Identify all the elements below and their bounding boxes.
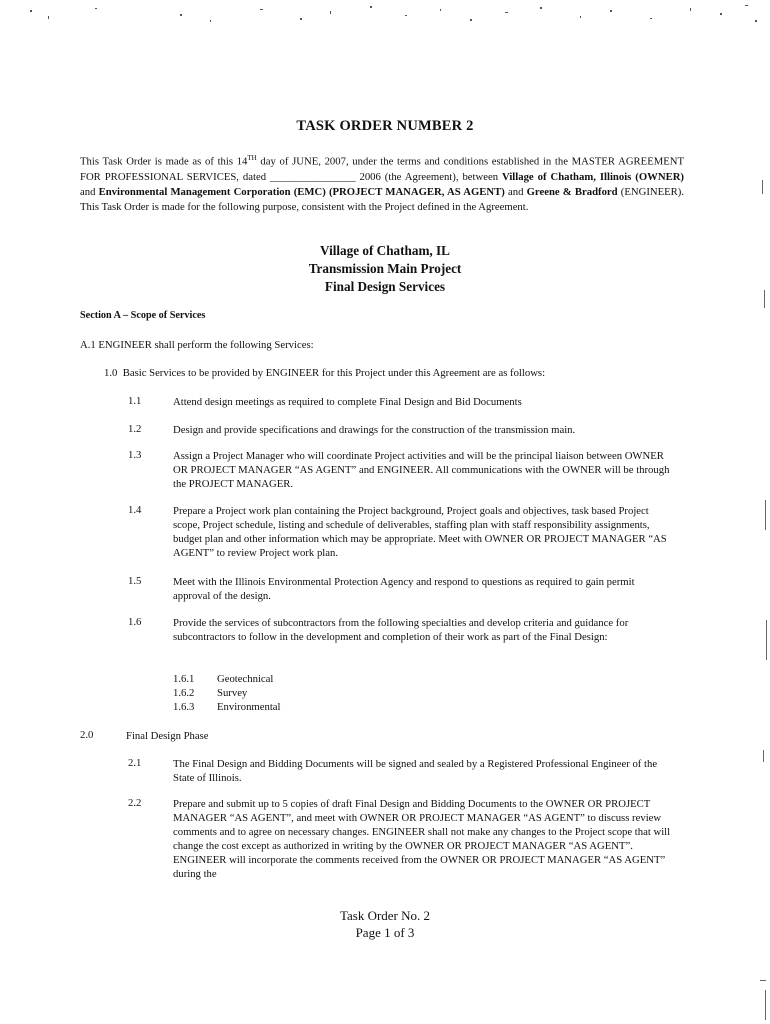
item-text: Prepare and submit up to 5 copies of draft Final Design and Bidding Documents to the OWNER OR PROJECT MANAGER “AS AGENT”, and meet with OWNER OR PROJECT MANAGER “AS AGENT” to discuss review comments and to agree on necessary changes. ENGINEER shall not make any changes to the Project scope that will change the cost except as authorized in writing by the OWNER OR PROJECT MANAGER “AS AGENT”. ENGINEER will incorporate the comments received from the OWNER OR PROJECT MANAGER “AS AGENT” during the: [173, 798, 671, 880]
item-number: 1.3: [128, 449, 142, 461]
project-heading-line2: Transmission Main Project: [308, 261, 462, 276]
item-text: Prepare a Project work plan containing the Project background, Project goals and objectives, task based Project scope, Project schedule, listing and schedule of deliverables, staffing plan with staff responsibility assignments, budget plan and other information which may be appropriate. Meet with OWNER OR PROJECT MANAGER “AS AGENT” to review Project work plan.: [173, 505, 667, 559]
clause-1-0: 1.0 Basic Services to be provided by ENGINEER for this Project under this Agreement are as follows:: [104, 367, 546, 379]
phase-number: 2.0: [80, 729, 94, 741]
item-text: Assign a Project Manager who will coordinate Project activities and will be the principal liaison between OWNER OR PROJECT MANAGER “AS AGENT” and ENGINEER. All communications with the OWNER will be through the PROJECT MANAGER.: [173, 450, 670, 490]
item-number: 1.5: [128, 575, 142, 587]
item-text: Attend design meetings as required to complete Final Design and Bid Documents: [173, 396, 522, 408]
clause-a1: A.1 ENGINEER shall perform the following Services:: [80, 339, 314, 351]
sub-item: 1.6.2 Survey: [173, 687, 248, 699]
item-text: Provide the services of subcontractors from the following specialties and develop criteria and guidance for subcontractors to follow in the development and completion of their work as part of the Final Design:: [173, 617, 629, 643]
project-heading-line1: Village of Chatham, IL: [320, 243, 450, 258]
item-text: Meet with the Illinois Environmental Protection Agency and respond to questions as required to gain permit approval of the design.: [173, 576, 635, 602]
section-a-heading: Section A – Scope of Services: [80, 310, 206, 321]
project-heading: [0, 242, 770, 296]
scan-noise-top: [0, 0, 770, 36]
footer-task-order: Task Order No. 2: [339, 908, 431, 923]
item-number: 1.6: [128, 616, 142, 628]
intro-paragraph: This Task Order is made as of this 14TH day of JUNE, 2007, under the terms and conditions established in the MASTER AGREEMENT FOR PROFESSIONAL SERVICES, dated ________________ 2006 (the Agreement), between Village of Chatham, Illinois (OWNER) and Environmental Management Corporation (EMC) (PROJECT MANAGER, AS AGENT) and Greene & Bradford (ENGINEER). This Task Order is made for the following purpose, consistent with the Project defined in the Agreement.: [80, 154, 685, 214]
document-title: TASK ORDER NUMBER 2: [296, 118, 474, 134]
item-text: The Final Design and Bidding Documents will be signed and sealed by a Registered Professional Engineer of the State of Illinois.: [173, 758, 658, 784]
item-number: 1.2: [128, 423, 142, 435]
page-footer: [0, 907, 770, 941]
project-heading-line3: Final Design Services: [324, 279, 446, 294]
phase-title: Final Design Phase: [126, 730, 209, 742]
sub-item: 1.6.3 Environmental: [173, 701, 281, 713]
sub-item: 1.6.1 Geotechnical: [173, 673, 274, 685]
item-number: 1.1: [128, 395, 142, 407]
item-number: 2.1: [128, 757, 142, 769]
item-text: Design and provide specifications and drawings for the construction of the transmission main.: [173, 424, 576, 436]
footer-page-number: Page 1 of 3: [355, 925, 415, 940]
item-number: 1.4: [128, 504, 142, 516]
item-number: 2.2: [128, 797, 142, 809]
